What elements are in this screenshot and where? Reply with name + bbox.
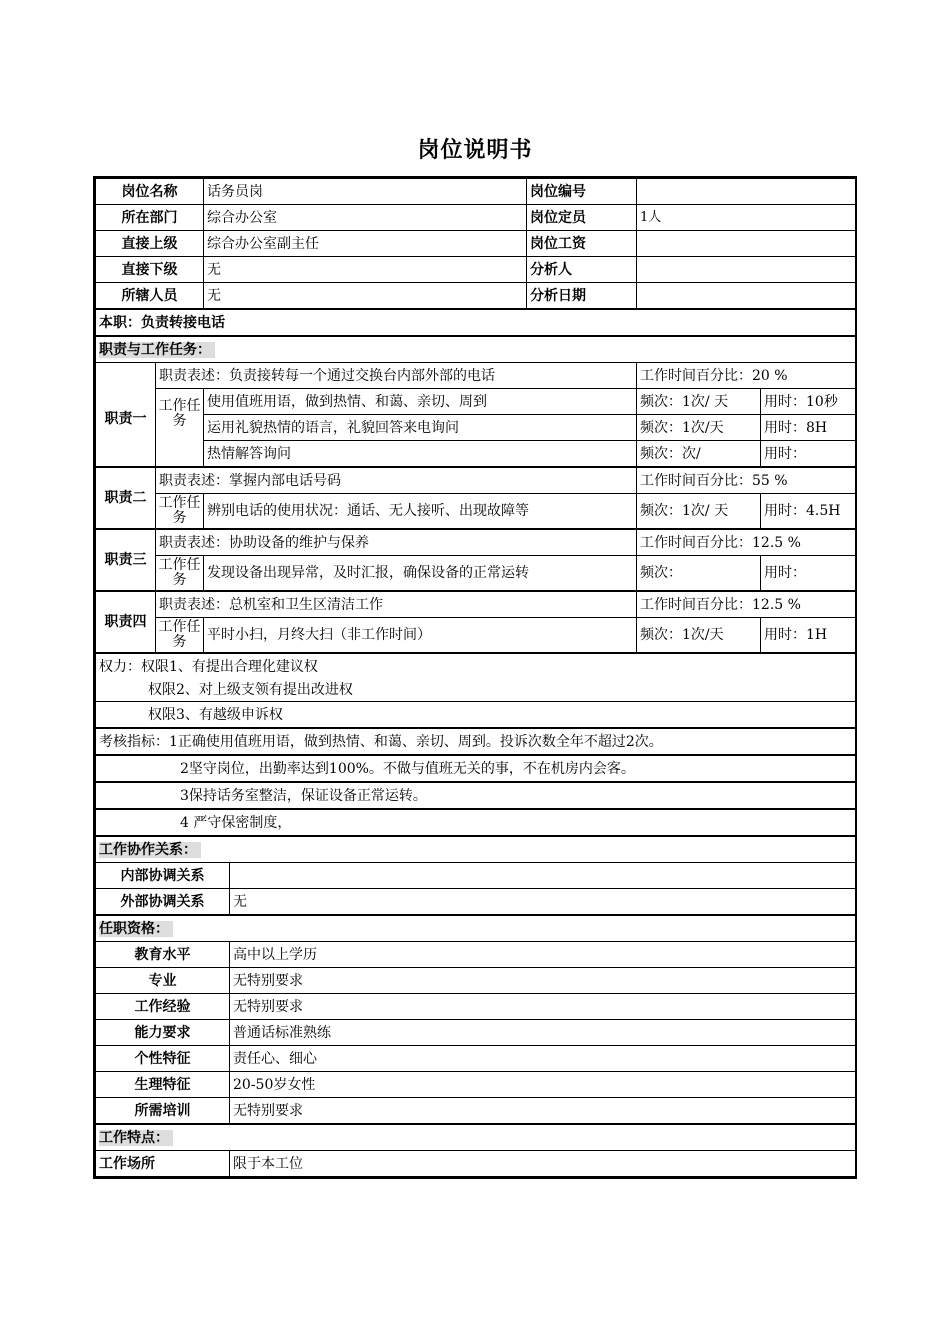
job-description-sheet: [93, 176, 857, 1179]
duty-4-desc: 职责表述：总机室和卫生区清洁工作: [156, 591, 637, 618]
row-dept: [96, 205, 856, 231]
duty-1-task-1: [96, 389, 856, 415]
duty-2-pct: 工作时间百分比：55 %: [637, 467, 856, 494]
duty-3-desc: 职责表述：协助设备的维护与保养: [156, 529, 637, 556]
duty-2-desc: 职责表述：掌握内部电话号码: [156, 467, 637, 494]
duty-1-task-2-text: 运用礼貌热情的语言，礼貌回答来电询问: [204, 415, 637, 441]
duty-1-task-3-time: 用时：: [761, 441, 856, 468]
superior-label: 直接上级: [96, 231, 204, 257]
duty-2-desc-row: [96, 467, 856, 494]
position-no-label: 岗位编号: [527, 179, 637, 205]
internal-relation-row: [96, 863, 856, 889]
row-duties-header: [96, 336, 856, 363]
row-staff: [96, 283, 856, 310]
duties-header: 职责与工作任务：: [99, 342, 215, 358]
duty-3-desc-row: [96, 529, 856, 556]
qualification-row: [96, 1046, 856, 1072]
duty-2-task-1: [96, 494, 856, 530]
internal-relation-value: [230, 863, 856, 889]
duty-1-desc-row: [96, 363, 856, 389]
headcount-label: 岗位定员: [527, 205, 637, 231]
salary-value: [637, 231, 856, 257]
external-relation-value: 无: [230, 889, 856, 916]
qualification-row: [96, 968, 856, 994]
features-header: 工作特点：: [99, 1130, 173, 1146]
duty-1-task-3-text: 热情解答询问: [204, 441, 637, 468]
duty-1-task-1-text: 使用值班用语，做到热情、和蔼、亲切、周到: [204, 389, 637, 415]
external-relation-label: 外部协调关系: [96, 889, 230, 916]
duty-4-task-1: [96, 618, 856, 654]
duty-4-task-label: 工作任务: [156, 618, 204, 654]
qualification-label: 所需培训: [96, 1098, 230, 1125]
qualification-value: 无特别要求: [230, 1098, 856, 1125]
authority-1: 权力：权限1、有提出合理化建议权: [96, 653, 856, 679]
duty-3-task-1: [96, 556, 856, 592]
authority-2: 权限2、对上级支领有提出改进权: [96, 679, 856, 702]
duty-4-desc-row: [96, 591, 856, 618]
staff-value: 无: [204, 283, 527, 310]
analysis-date-label: 分析日期: [527, 283, 637, 310]
qualification-row: [96, 1072, 856, 1098]
duty-4-task-1-text: 平时小扫，月终大扫（非工作时间）: [204, 618, 637, 654]
qualification-row: [96, 994, 856, 1020]
external-relation-row: [96, 889, 856, 916]
qualification-label: 教育水平: [96, 942, 230, 968]
staff-label: 所辖人员: [96, 283, 204, 310]
work-place-row: [96, 1151, 856, 1177]
work-place-label: 工作场所: [96, 1151, 230, 1177]
qualifications-header-row: [96, 915, 856, 942]
relations-header: 工作协作关系：: [99, 842, 201, 858]
duty-1-task-1-time: 用时：10秒: [761, 389, 856, 415]
dept-value: 综合办公室: [204, 205, 527, 231]
duty-2-task-1-freq: 频次：1次/ 天: [637, 494, 761, 530]
authority-3: 权限3、有越级申诉权: [96, 702, 856, 729]
row-position-name: [96, 179, 856, 205]
kpi-row-3: [96, 782, 856, 809]
row-superior: [96, 231, 856, 257]
main-duty: 本职：负责转接电话: [96, 309, 856, 336]
duty-1-task-3: [96, 441, 856, 468]
features-header-row: [96, 1124, 856, 1151]
duty-3-label: 职责三: [96, 529, 156, 591]
work-place-value: 限于本工位: [230, 1151, 856, 1177]
duty-3-task-1-freq: 频次：: [637, 556, 761, 592]
kpi-2: 2坚守岗位，出勤率达到100%。不做与值班无关的事，不在机房内会客。: [96, 755, 856, 782]
subordinate-value: 无: [204, 257, 527, 283]
position-name-label: 岗位名称: [96, 179, 204, 205]
job-description-table: [95, 178, 856, 1177]
qualification-value: 无特别要求: [230, 968, 856, 994]
duty-1-label: 职责一: [96, 363, 156, 468]
qualification-value: 责任心、细心: [230, 1046, 856, 1072]
duty-3-task-1-text: 发现设备出现异常，及时汇报，确保设备的正常运转: [204, 556, 637, 592]
qualification-value: 20-50岁女性: [230, 1072, 856, 1098]
qualification-value: 无特别要求: [230, 994, 856, 1020]
kpi-row-4: [96, 809, 856, 836]
kpi-3: 3保持话务室整洁，保证设备正常运转。: [96, 782, 856, 809]
duty-1-pct: 工作时间百分比：20 %: [637, 363, 856, 389]
kpi-1: 考核指标：1正确使用值班用语，做到热情、和蔼、亲切、周到。投诉次数全年不超过2次。: [96, 728, 856, 755]
qualification-row: [96, 942, 856, 968]
duty-3-pct: 工作时间百分比：12.5 %: [637, 529, 856, 556]
relations-header-row: [96, 836, 856, 863]
qualification-label: 工作经验: [96, 994, 230, 1020]
duty-1-task-2: [96, 415, 856, 441]
duty-2-task-label: 工作任务: [156, 494, 204, 530]
qualification-label: 专业: [96, 968, 230, 994]
salary-label: 岗位工资: [527, 231, 637, 257]
duty-2-label: 职责二: [96, 467, 156, 529]
superior-value: 综合办公室副主任: [204, 231, 527, 257]
duty-1-task-label: 工作任务: [156, 389, 204, 468]
duty-2-task-1-text: 辨别电话的使用状况：通话、无人接听、出现故障等: [204, 494, 637, 530]
duty-3-task-1-time: 用时：: [761, 556, 856, 592]
row-subordinate: [96, 257, 856, 283]
duty-4-task-1-time: 用时：1H: [761, 618, 856, 654]
qualification-label: 能力要求: [96, 1020, 230, 1046]
qualifications-header: 任职资格：: [99, 921, 173, 937]
duty-1-task-2-time: 用时：8H: [761, 415, 856, 441]
analyst-value: [637, 257, 856, 283]
kpi-row-2: [96, 755, 856, 782]
headcount-value: 1人: [637, 205, 856, 231]
qualification-label: 生理特征: [96, 1072, 230, 1098]
qualification-row: [96, 1020, 856, 1046]
page-title: 岗位说明书: [417, 138, 533, 163]
analysis-date-value: [637, 283, 856, 310]
row-main-duty: [96, 309, 856, 336]
duty-1-desc: 职责表述：负责接转每一个通过交换台内部外部的电话: [156, 363, 637, 389]
duty-1-task-2-freq: 频次：1次/天: [637, 415, 761, 441]
authority-row-2: [96, 679, 856, 702]
dept-label: 所在部门: [96, 205, 204, 231]
authority-row-1: [96, 653, 856, 679]
duty-4-label: 职责四: [96, 591, 156, 653]
kpi-row-1: [96, 728, 856, 755]
kpi-4: 4 严守保密制度，: [96, 809, 856, 836]
internal-relation-label: 内部协调关系: [96, 863, 230, 889]
duty-4-task-1-freq: 频次：1次/天: [637, 618, 761, 654]
duty-3-task-label: 工作任务: [156, 556, 204, 592]
qualification-label: 个性特征: [96, 1046, 230, 1072]
authority-row-3: [96, 702, 856, 729]
qualification-value: 高中以上学历: [230, 942, 856, 968]
qualification-row: [96, 1098, 856, 1125]
qualification-value: 普通话标准熟练: [230, 1020, 856, 1046]
position-name-value: 话务员岗: [204, 179, 527, 205]
duty-1-task-3-freq: 频次：次/: [637, 441, 761, 468]
duty-1-task-1-freq: 频次：1次/ 天: [637, 389, 761, 415]
duty-2-task-1-time: 用时：4.5H: [761, 494, 856, 530]
duty-4-pct: 工作时间百分比：12.5 %: [637, 591, 856, 618]
analyst-label: 分析人: [527, 257, 637, 283]
subordinate-label: 直接下级: [96, 257, 204, 283]
position-no-value: [637, 179, 856, 205]
